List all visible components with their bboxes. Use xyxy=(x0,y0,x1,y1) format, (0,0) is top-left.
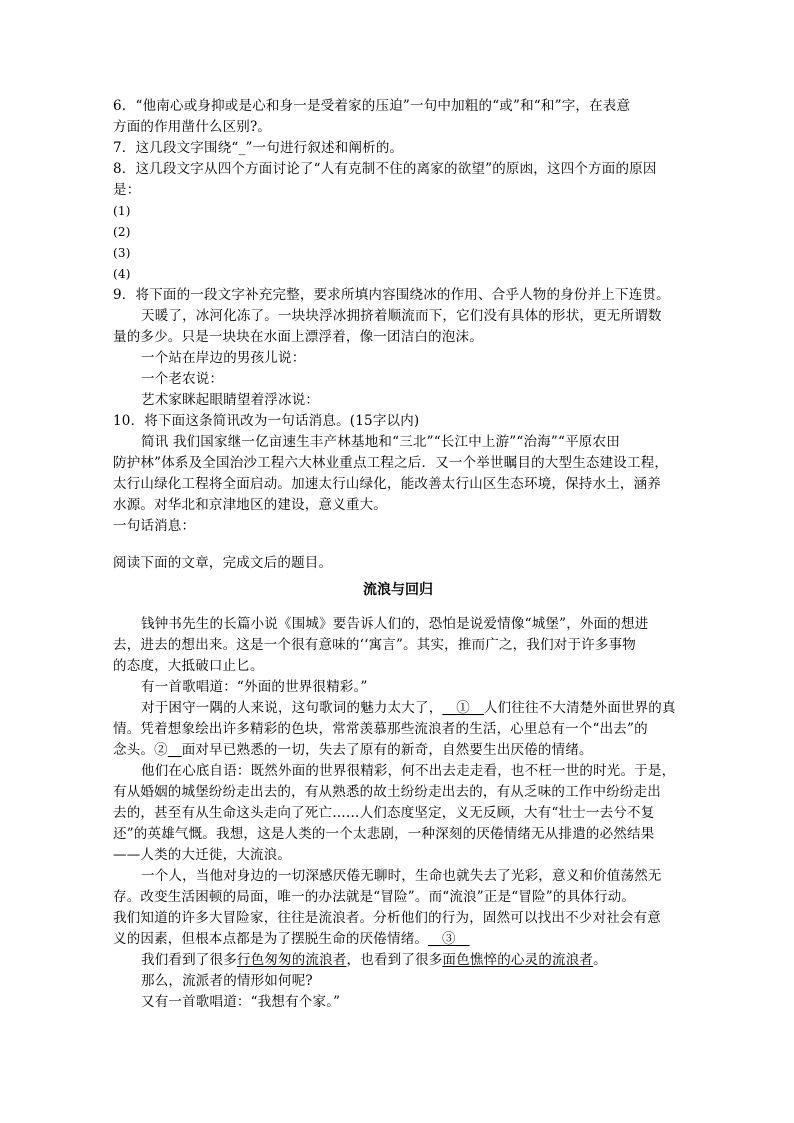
paragraph-5-line-1: 一个人，当他对身边的一切深感厌倦无聊时，生命也就失去了光彩，意义和价值荡然无 xyxy=(141,868,662,884)
paragraph-3-line-3 xyxy=(113,740,683,761)
question-10-text-line-2: 防护林”体系及全国治沙工程六大林业重点工程之后．又一个举世瞩目的大型生态建设工程， xyxy=(113,455,669,471)
paragraph-4-line-3: 去的，甚至有从生命这头走向了死亡……人们态度坚定，义无反顾，大有“壮士一去兮不复 xyxy=(113,805,655,821)
question-10-text-line-4: 水源。对华北和京津地区的建设，意义重大。 xyxy=(113,497,387,513)
paragraph-2: 有一首歌唱道：“外面的世界很精彩。” xyxy=(141,679,368,695)
paragraph-8: 又有一首歌唱道：“我想有个家。” xyxy=(141,994,341,1010)
question-10-text-line-1: 简讯 我们国家继一亿亩速生丰产林基地和“三北”“长江中上游”“治海”“平原农田 xyxy=(141,434,620,450)
paragraph-3-line-2: 情。凭着想象绘出许多精彩的色块，常常羡慕那些流浪者的生活，心里总有一个“出去”的 xyxy=(113,721,648,737)
paragraph-5-line-2: 存。改变生活困顿的局面，唯一的办法就是“冒险”。而“流浪”正是“冒险”的具体行动。 xyxy=(113,889,636,905)
reading-intro: 阅读下面的文章，完成文后的题目。 xyxy=(113,555,333,571)
question-8-line-1: 8．这几段文字从四个方面讨论了“人有克制不住的离家的欲望”的原凼，这四个方面的原因 xyxy=(113,161,657,177)
paragraph-1-line-3: 的态度，大抵破口止匕。 xyxy=(113,658,264,674)
paragraph-6 xyxy=(113,950,683,971)
underlined-phrase-2: 面色憔悴的心灵的流浪者 xyxy=(442,952,594,968)
question-9-text-line-2: 量的多少。只是一块块在水面上漂浮着，像一团洁白的泡沫。 xyxy=(113,329,483,345)
paragraph-3-text-b: 人们往往不大清楚外面世界的真 xyxy=(483,700,676,716)
answer-item-2: (2) xyxy=(113,225,131,239)
document-page xyxy=(113,96,683,1013)
paragraph-7: 那么，流派者的情形如何呢? xyxy=(141,973,313,989)
paragraph-3-text-a: 对于困守一隅的人来说，这句歌词的魅力太大了， xyxy=(141,700,443,716)
blank-1: __①__ xyxy=(442,700,484,716)
answer-item-1: (1) xyxy=(113,204,131,218)
paragraph-5-line-3: 我们知道的许多大冒险家，往往是流浪者。分析他们的行为，固然可以找出不少对社会有意 xyxy=(113,910,661,926)
question-9-artist: 艺术家眯起眼睛望着浮冰说： xyxy=(141,392,320,408)
paragraph-6-text-b: ，也看到了很多 xyxy=(346,952,443,968)
question-6-line-1: 6．“他南心或身抑或是心和身一是受着家的压迫”一句中加粗的“或”和“和”字，在表意 xyxy=(113,98,631,114)
answer-item-3: (3) xyxy=(113,246,131,260)
question-10-answer-label: 一句话消息： xyxy=(113,518,196,534)
paragraph-4-line-4: 还”的英雄气慨。我想，这是人类的一个太悲剧，一种深刻的厌倦情绪无从排遣的必然结果 xyxy=(113,826,655,842)
paragraph-6-text-a: 我们看到了很多 xyxy=(141,952,237,968)
article-title: 流浪与回归 xyxy=(363,582,433,598)
paragraph-5-line-4-text: 义的因素，但根本点都是为了摆脱生命的厌倦情绪。 xyxy=(113,931,429,947)
blank-3: __③__ xyxy=(428,931,470,947)
paragraph-1-line-1: 钱钟书先生的长篇小说《围城》要告诉人们的，恐怕是说爱情像“城堡”，外面的想进 xyxy=(141,616,649,632)
paragraph-6-text-c: 。 xyxy=(593,952,607,968)
question-9-farmer: 一个老农说： xyxy=(141,371,224,387)
answer-item-4: (4) xyxy=(113,267,131,281)
paragraph-1-line-2: 去，进去的想出来。这是一个很有意味的‘‘寓言”。其实，推而广之，我们对于许多事物 xyxy=(113,637,636,653)
blank-2: __ xyxy=(167,742,182,758)
paragraph-4-line-1: 他们在心底自语：既然外面的世界很精彩，何不出去走走看，也不枉一世的时光。于是， xyxy=(141,763,676,779)
question-9-boy: 一个站在岸边的男孩儿说： xyxy=(141,350,306,366)
paragraph-3-line-3-text-b: 面对早已熟悉的一切，失去了原有的新奇，自然要生出厌倦的情绪。 xyxy=(181,742,593,758)
question-6-line-2: 方面的作用凿什么区别?。 xyxy=(113,119,272,135)
paragraph-4-line-2: 有从婚姻的城堡纷纷走出去的，有从熟悉的故土纷纷走出去的，有从乏味的工作中纷纷走出 xyxy=(113,784,661,800)
underlined-phrase-1: 行色匆匆的流浪者 xyxy=(236,952,347,968)
question-10-text-line-3: 太行山绿化工程将全面启动。加速太行山绿化，能改善太行山区生态环境，保持水土，涵养 xyxy=(113,476,661,492)
paragraph-3-line-1 xyxy=(113,698,683,719)
paragraph-5-line-4 xyxy=(113,929,683,950)
question-9-text-line-1: 天暖了，冰河化冻了。一块块浮冰拥挤着顺流而下，它们没有具体的形状，更无所谓数 xyxy=(141,308,662,324)
question-8-line-2: 是： xyxy=(113,182,141,198)
paragraph-4-line-5: ——人类的大迁徙，大流浪。 xyxy=(113,847,292,863)
paragraph-3-line-3-text-a: 念头。② xyxy=(113,742,168,758)
question-10: 10．将下面这条简讯改为一句话消息。(15字以内) xyxy=(113,413,420,429)
question-9: 9．将下面的一段文字补充完整，要求所填内容围绕冰的作用、合乎人物的身份并上下连贯。 xyxy=(113,287,670,303)
spacer xyxy=(113,537,683,553)
question-7: 7．这几段文字围绕“_”一句进行叙述和阐析的。 xyxy=(113,140,404,156)
